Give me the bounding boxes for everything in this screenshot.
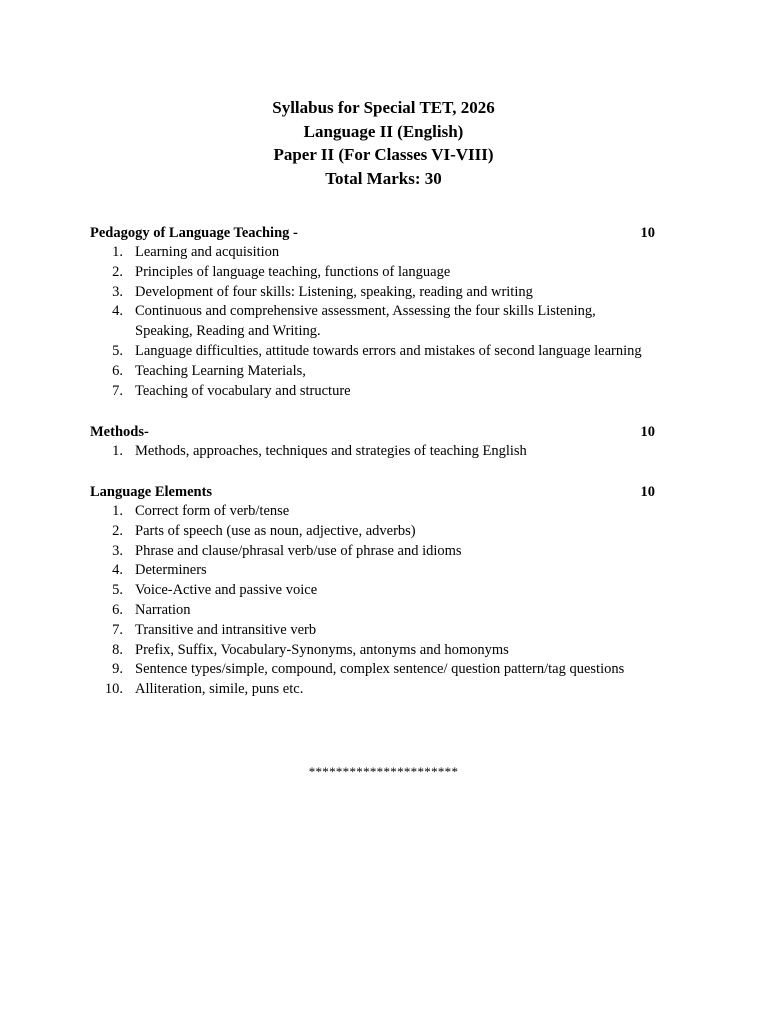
item-number: 2. [112, 263, 123, 280]
section-pedagogy [90, 223, 662, 401]
item-text: Teaching of vocabulary and structure [135, 382, 351, 399]
section-title: Language Elements [90, 484, 213, 500]
topic-list [90, 502, 662, 700]
section-methods [90, 422, 662, 462]
section-marks: 10 [640, 484, 655, 500]
item-text: Development of four skills: Listening, speaking, reading and writing [135, 283, 533, 300]
end-separator: ********************** [308, 764, 459, 779]
list-item [90, 342, 662, 362]
section-title: Methods- [90, 424, 149, 440]
item-text: Correct form of verb/tense [135, 503, 290, 519]
item-text: Prefix, Suffix, Vocabulary-Synonyms, antonyms and homonyms [135, 641, 509, 658]
item-number: 8. [112, 641, 123, 658]
item-text: Methods, approaches, techniques and strategies of teaching English [135, 443, 527, 459]
item-number: 5. [112, 582, 123, 599]
list-item [90, 621, 662, 641]
item-number: 3. [112, 283, 123, 300]
list-item [90, 263, 662, 283]
item-text: Continuous and comprehensive assessment, Assessing the four skills Listening, Speaking, Reading and Writing. [135, 303, 596, 340]
list-item [90, 502, 662, 522]
item-number: 7. [112, 621, 123, 638]
item-number: 1. [112, 244, 123, 260]
item-number: 10. [104, 681, 123, 698]
item-text: Sentence types/simple, compound, complex sentence/ question pattern/tag questions [135, 661, 625, 678]
list-item [90, 542, 662, 562]
item-text: Voice-Active and passive voice [135, 582, 318, 599]
topic-list [90, 442, 662, 462]
item-number: 3. [112, 542, 123, 559]
item-text: Principles of language teaching, functions of language [135, 263, 451, 280]
total-marks: Total Marks: 30 [325, 168, 442, 188]
list-item [90, 382, 662, 402]
section-heading [90, 482, 662, 502]
list-item [90, 581, 662, 601]
list-item [90, 302, 662, 342]
section-heading [90, 223, 662, 243]
item-number: 4. [112, 303, 123, 320]
item-text: Teaching Learning Materials, [135, 362, 306, 379]
document-title-block [0, 96, 767, 190]
section-marks: 10 [640, 424, 655, 440]
item-number: 4. [112, 562, 123, 579]
item-text: Determiners [135, 562, 207, 579]
list-item [90, 283, 662, 303]
list-item [90, 362, 662, 382]
list-item [90, 601, 662, 621]
item-number: 6. [112, 362, 123, 379]
list-item [90, 660, 662, 680]
paper-title: Paper II (For Classes VI-VIII) [273, 145, 494, 164]
list-item [90, 522, 662, 542]
item-number: 6. [112, 601, 123, 618]
item-text: Parts of speech (use as noun, adjective, adverbs) [135, 522, 416, 539]
item-number: 5. [112, 342, 123, 359]
item-text: Learning and acquisition [135, 244, 280, 260]
list-item [90, 641, 662, 661]
list-item [90, 243, 662, 263]
item-number: 7. [112, 382, 123, 399]
item-number: 2. [112, 522, 123, 539]
section-language-elements [90, 482, 662, 700]
item-text: Alliteration, simile, puns etc. [135, 681, 304, 698]
section-heading [90, 422, 662, 442]
item-number: 9. [112, 661, 123, 678]
section-marks: 10 [640, 225, 655, 241]
section-title: Pedagogy of Language Teaching - [90, 225, 298, 241]
syllabus-title: Syllabus for Special TET, 2026 [272, 98, 495, 117]
item-number: 1. [112, 503, 123, 519]
list-item [90, 561, 662, 581]
item-text: Transitive and intransitive verb [135, 621, 317, 638]
item-text: Language difficulties, attitude towards errors and mistakes of second language learning [135, 342, 642, 359]
language-title: Language II (English) [303, 121, 464, 141]
list-item [90, 442, 662, 462]
item-text: Narration [135, 601, 191, 618]
topic-list [90, 243, 662, 401]
list-item [90, 680, 662, 700]
item-text: Phrase and clause/phrasal verb/use of phrase and idioms [135, 542, 462, 559]
item-number: 1. [112, 443, 123, 459]
